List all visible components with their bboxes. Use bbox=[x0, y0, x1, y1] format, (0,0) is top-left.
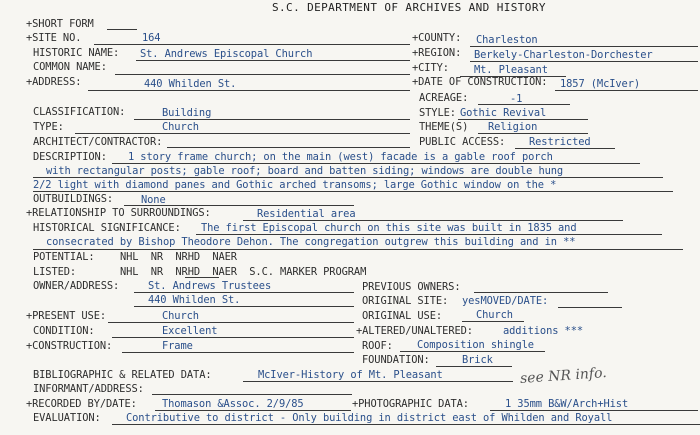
county-value: Charleston bbox=[476, 34, 538, 46]
date-label: +DATE OF CONSTRUCTION: bbox=[412, 76, 548, 88]
classification-value: Building bbox=[162, 107, 212, 119]
description-line-2: with rectangular posts; gable roof; board and batten siding; windows are double hung bbox=[46, 165, 564, 177]
original-site-label: ORIGINAL SITE: bbox=[362, 295, 449, 307]
previous-owners-rule bbox=[474, 292, 608, 293]
region-value: Berkely-Charleston-Dorchester bbox=[474, 49, 653, 61]
classification-label: CLASSIFICATION: bbox=[33, 106, 126, 118]
significance-rule-1 bbox=[196, 234, 662, 235]
outbuildings-label: OUTBUILDINGS: bbox=[33, 193, 114, 205]
present-use-rule bbox=[108, 322, 354, 323]
roof-rule bbox=[400, 351, 545, 352]
classification-rule bbox=[134, 119, 410, 120]
original-site-rule bbox=[558, 307, 622, 308]
bibliographic-rule bbox=[243, 381, 513, 382]
style-label: STYLE: bbox=[419, 107, 456, 119]
relationship-rule bbox=[243, 220, 623, 221]
theme-value: Religion bbox=[488, 121, 538, 133]
foundation-label: FOUNDATION: bbox=[362, 354, 430, 366]
theme-rule bbox=[478, 133, 588, 134]
original-use-value: Church bbox=[476, 309, 513, 321]
photographic-value: 1 35mm B&W/Arch+Hist bbox=[505, 398, 629, 410]
owner-rule-1 bbox=[134, 292, 354, 293]
date-value: 1857 (McIver) bbox=[560, 78, 641, 90]
city-value: Mt. Pleasant bbox=[474, 64, 548, 76]
handwritten-note: see NR info. bbox=[519, 364, 608, 388]
type-label: TYPE: bbox=[33, 121, 64, 133]
description-rule-1 bbox=[112, 163, 640, 164]
condition-label: CONDITION: bbox=[33, 325, 95, 337]
description-label: DESCRIPTION: bbox=[33, 151, 107, 163]
form-header: S.C. DEPARTMENT OF ARCHIVES AND HISTORY bbox=[272, 1, 546, 14]
public-access-label: PUBLIC ACCESS: bbox=[419, 136, 506, 148]
significance-label: HISTORICAL SIGNIFICANCE: bbox=[33, 222, 181, 234]
altered-value: additions *** bbox=[503, 325, 584, 337]
relationship-label: +RELATIONSHIP TO SURROUNDINGS: bbox=[26, 207, 211, 219]
historic-name-value: St. Andrews Episcopal Church bbox=[140, 48, 313, 60]
condition-value: Excellent bbox=[162, 325, 218, 337]
common-name-label: COMMON NAME: bbox=[33, 61, 107, 73]
owner-line-2: 440 Whilden St. bbox=[148, 294, 241, 306]
potential-options: NHL NR NRHD NAER bbox=[120, 251, 237, 263]
outbuildings-rule bbox=[124, 205, 354, 206]
foundation-value: Brick bbox=[462, 354, 493, 366]
address-value: 440 Whilden St. bbox=[144, 78, 237, 90]
roof-label: ROOF: bbox=[362, 340, 393, 352]
architect-rule bbox=[167, 147, 410, 148]
site-no-label: +SITE NO. bbox=[26, 32, 82, 44]
evaluation-rule bbox=[112, 424, 700, 425]
potential-label: POTENTIAL: bbox=[33, 251, 95, 263]
county-label: +COUNTY: bbox=[412, 32, 462, 44]
site-no-value: 164 bbox=[142, 32, 161, 44]
informant-label: INFORMANT/ADDRESS: bbox=[33, 383, 144, 395]
owner-label: OWNER/ADDRESS: bbox=[33, 280, 120, 292]
original-site-value: yesMOVED/DATE: bbox=[462, 295, 549, 307]
type-value: Church bbox=[162, 121, 199, 133]
historic-name-label: HISTORIC NAME: bbox=[33, 47, 120, 59]
description-rule-2 bbox=[33, 177, 663, 178]
region-rule bbox=[470, 61, 698, 62]
construction-label: +CONSTRUCTION: bbox=[26, 340, 113, 352]
theme-label: THEME(S) bbox=[419, 121, 469, 133]
recorded-rule bbox=[155, 410, 351, 411]
address-rule bbox=[88, 90, 410, 91]
public-access-value: Restricted bbox=[529, 136, 591, 148]
address-label: +ADDRESS: bbox=[26, 76, 82, 88]
style-value: Gothic Revival bbox=[460, 107, 547, 119]
public-access-rule bbox=[515, 148, 615, 149]
condition-rule bbox=[112, 337, 354, 338]
county-rule bbox=[470, 46, 698, 47]
foundation-rule bbox=[436, 366, 512, 367]
photographic-rule bbox=[490, 410, 698, 411]
historic-name-rule bbox=[136, 60, 410, 61]
bibliographic-label: BIBLIOGRAPHIC & RELATED DATA: bbox=[33, 369, 212, 381]
style-rule bbox=[458, 119, 588, 120]
original-use-rule bbox=[462, 321, 524, 322]
description-line-1: 1 story frame church; on the main (west) facade is a gable roof porch bbox=[128, 151, 553, 163]
significance-rule-2 bbox=[33, 249, 683, 250]
photographic-label: +PHOTOGRAPHIC DATA: bbox=[352, 398, 469, 410]
region-label: +REGION: bbox=[412, 47, 462, 59]
city-label: +CITY: bbox=[412, 62, 449, 74]
description-line-3: 2/2 light with diamond panes and Gothic arched transoms; large Gothic window on the * bbox=[33, 179, 557, 191]
owner-line-1: St. Andrews Trustees bbox=[148, 280, 272, 292]
acreage-label: ACREAGE: bbox=[419, 92, 469, 104]
outbuildings-value: None bbox=[141, 194, 166, 206]
type-rule bbox=[75, 133, 410, 134]
significance-line-1: The first Episcopal church on this site was built in 1835 and bbox=[201, 222, 577, 234]
relationship-value: Residential area bbox=[257, 208, 356, 220]
owner-rule-2 bbox=[134, 306, 354, 307]
present-use-value: Church bbox=[162, 310, 199, 322]
original-use-label: ORIGINAL USE: bbox=[362, 310, 443, 322]
description-rule-3 bbox=[33, 191, 673, 192]
acreage-rule bbox=[478, 104, 570, 105]
previous-owners-label: PREVIOUS OWNERS: bbox=[362, 281, 461, 293]
recorded-value: Thomason &Assoc. 2/9/85 bbox=[162, 398, 304, 410]
significance-line-2: consecrated by Bishop Theodore Dehon. The congregation outgrew this building and in ** bbox=[46, 236, 576, 248]
evaluation-label: EVALUATION: bbox=[33, 412, 101, 424]
bibliographic-value: McIver-History of Mt. Pleasant bbox=[258, 369, 443, 381]
construction-value: Frame bbox=[162, 340, 193, 352]
acreage-value: -1 bbox=[510, 93, 523, 105]
date-rule bbox=[555, 90, 698, 91]
recorded-label: +RECORDED BY/DATE: bbox=[26, 398, 137, 410]
architect-label: ARCHITECT/CONTRACTOR: bbox=[33, 136, 163, 148]
short-form-label: +SHORT FORM bbox=[26, 18, 94, 30]
construction-rule bbox=[122, 352, 354, 353]
altered-label: +ALTERED/UNALTERED: bbox=[356, 325, 473, 337]
evaluation-value: Contributive to district - Only building in district east of Whilden and Royall bbox=[126, 412, 613, 424]
short-form-rule bbox=[107, 29, 137, 30]
common-name-rule bbox=[115, 74, 410, 75]
site-no-rule bbox=[94, 44, 410, 45]
roof-value: Composition shingle bbox=[417, 339, 534, 351]
informant-rule bbox=[152, 394, 352, 395]
listed-options: NHL NR NRHD NAER S.C. MARKER PROGRAM bbox=[120, 266, 367, 278]
listed-nrhd-underline bbox=[185, 277, 219, 278]
listed-label: LISTED: bbox=[33, 266, 77, 278]
present-use-label: +PRESENT USE: bbox=[26, 310, 107, 322]
